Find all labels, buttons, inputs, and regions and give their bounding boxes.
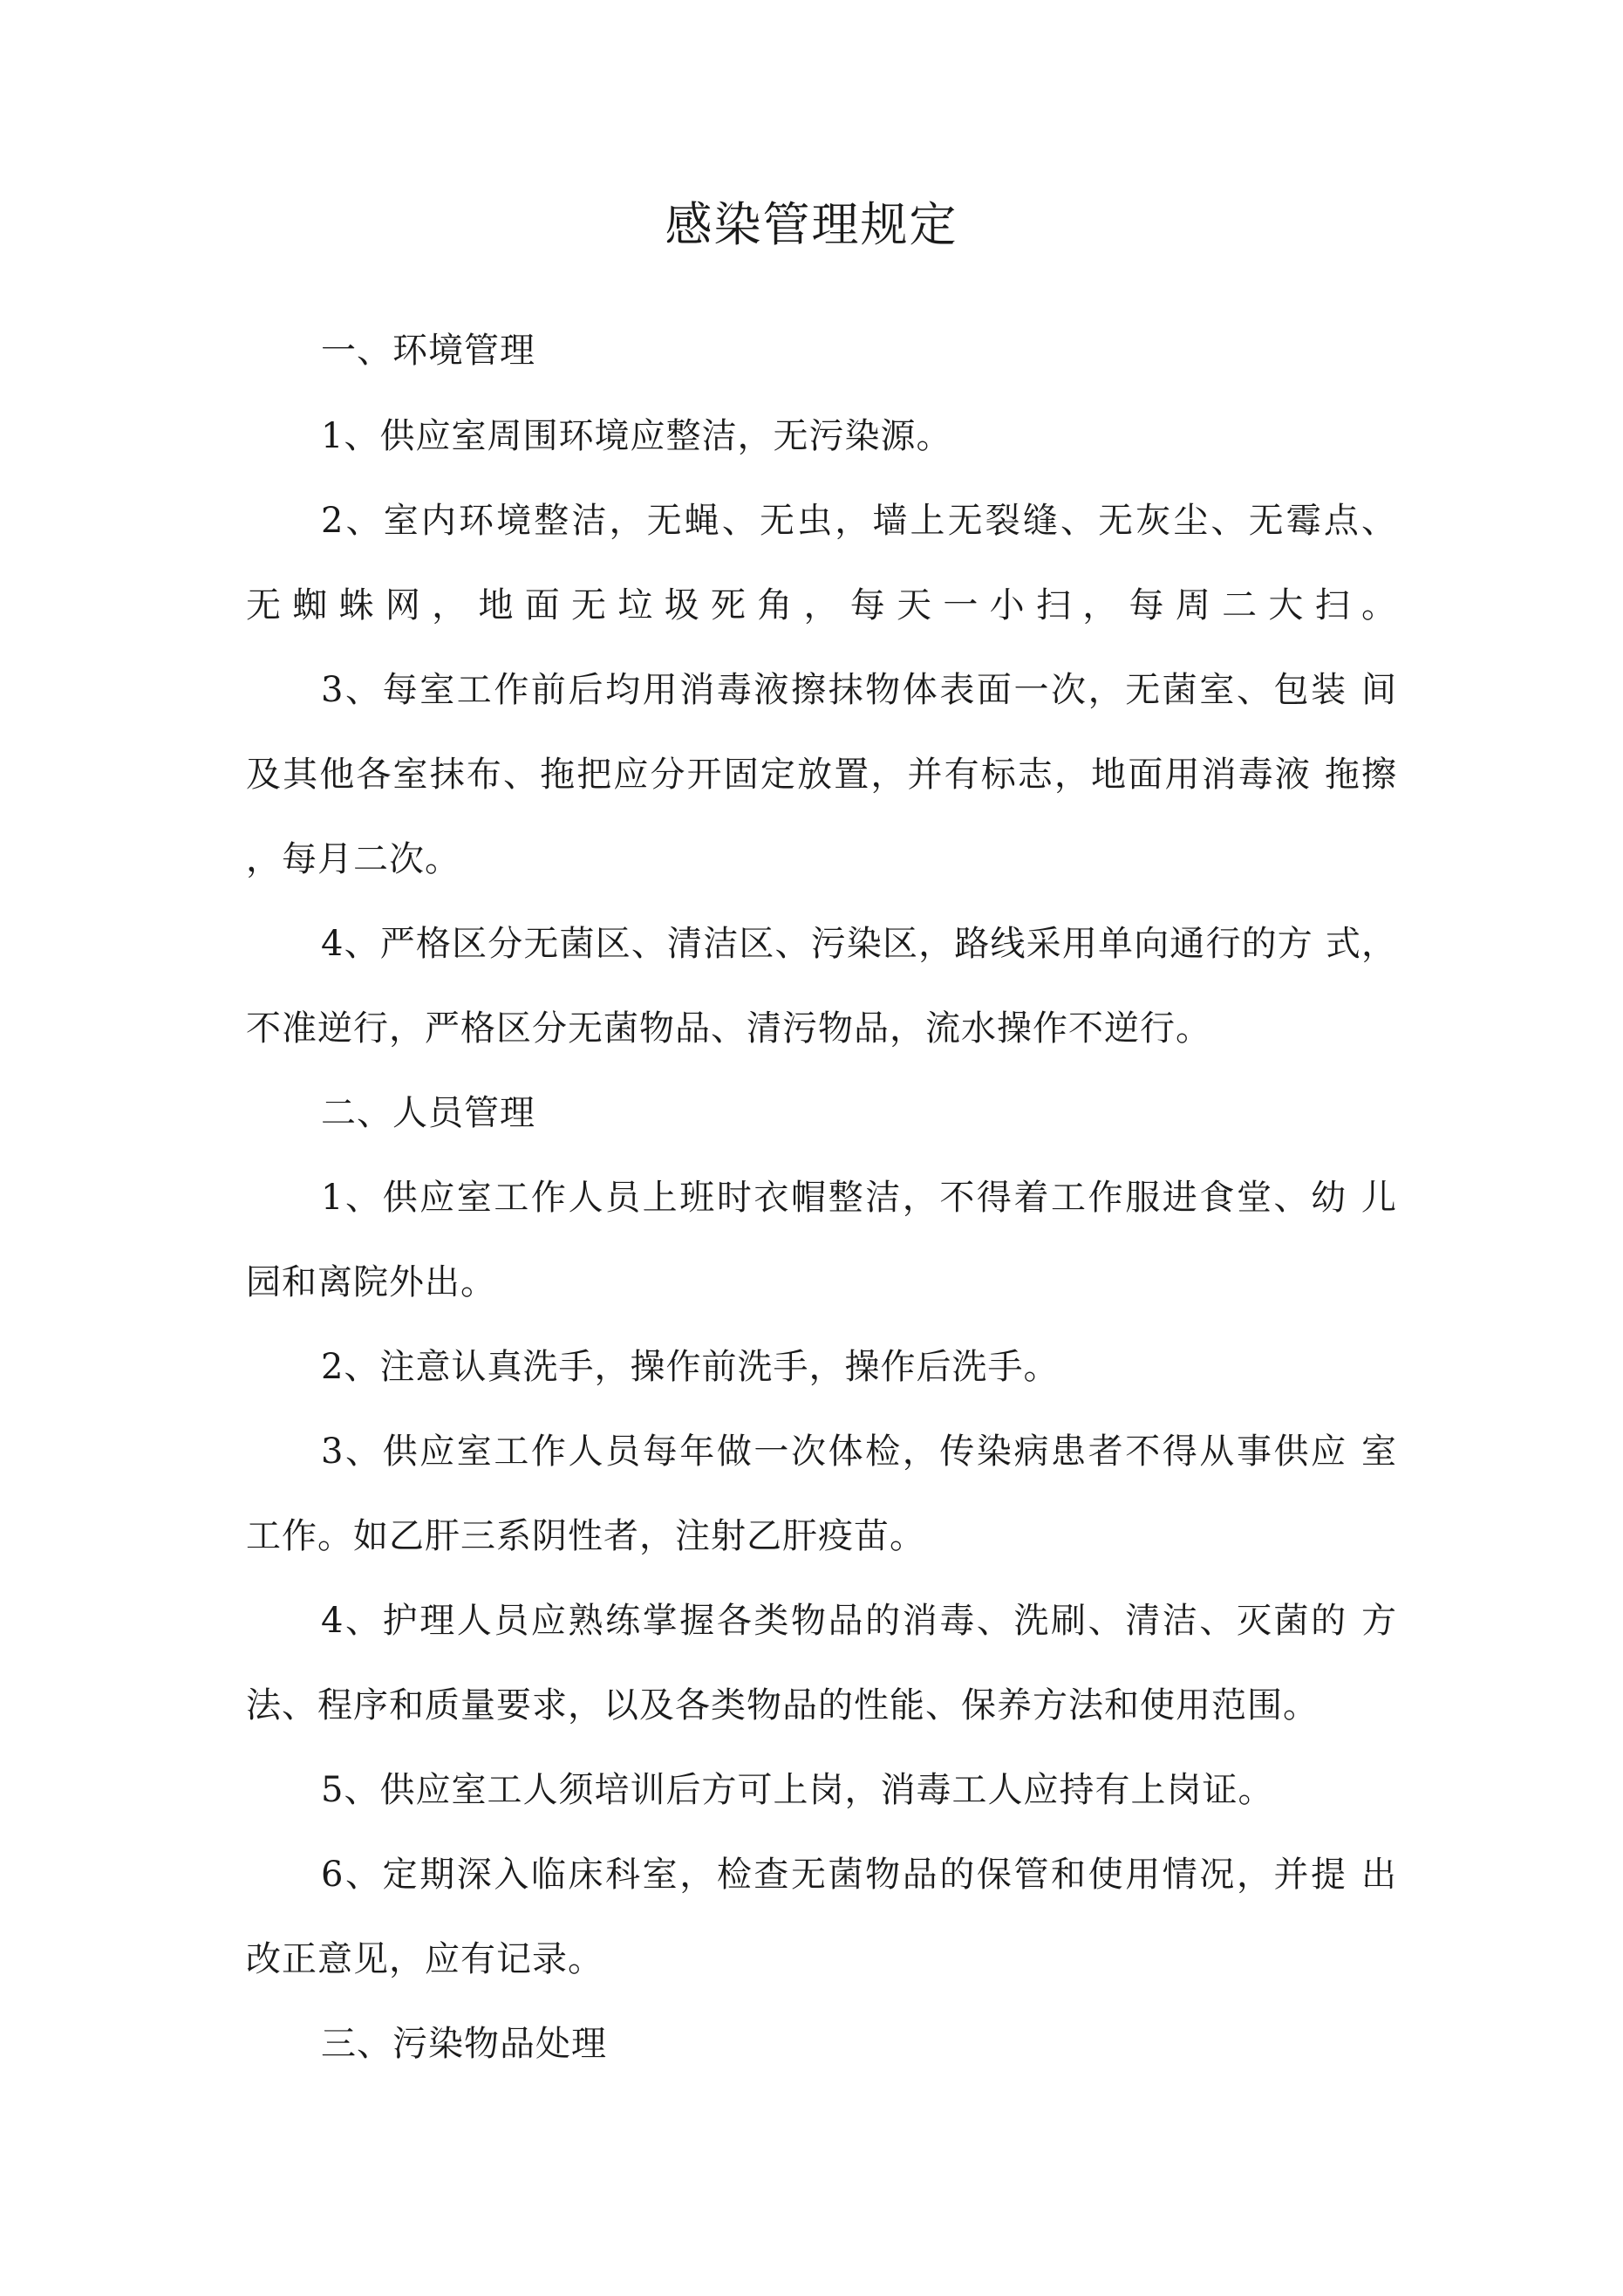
paragraph-line: 1、供应室工作人员上班时衣帽整洁，不得着工作服进食堂、幼 儿 bbox=[321, 1178, 1397, 1218]
paragraph-line: 1、供应室周围环境应整洁，无污染源。 bbox=[321, 416, 952, 456]
paragraph-line: 2、室内环境整洁，无蝇、无虫，墙上无裂缝、无灰尘、无霉点、 bbox=[321, 501, 1397, 541]
paragraph-line: 2、注意认真洗手，操作前洗手，操作后洗手。 bbox=[321, 1347, 1060, 1387]
paragraph-line: 法、程序和质量要求，以及各类物品的性能、保养方法和使用范围。 bbox=[246, 1685, 1319, 1725]
paragraph-line: 不准逆行，严格区分无菌物品、清污物品，流水操作不逆行。 bbox=[246, 1008, 1211, 1049]
document-title: 感染管理规定 bbox=[665, 197, 958, 252]
paragraph-line: 工作。如乙肝三系阴性者，注射乙肝疫苗。 bbox=[246, 1516, 925, 1556]
paragraph-line: 3、供应室工作人员每年做一次体检，传染病患者不得从事供应 室 bbox=[321, 1432, 1397, 1472]
section-heading-personnel: 二、人员管理 bbox=[321, 1093, 535, 1133]
section-heading-contaminated-items: 三、污染物品处理 bbox=[321, 2024, 607, 2064]
paragraph-line: 改正意见，应有记录。 bbox=[246, 1939, 604, 1979]
paragraph-line: 及其他各室抹布、拖把应分开固定放置，并有标志，地面用消毒液 拖擦 bbox=[246, 755, 1397, 795]
paragraph-line: 5、供应室工人须培训后方可上岗，消毒工人应持有上岗证。 bbox=[321, 1770, 1274, 1810]
paragraph-line: ，每月二次。 bbox=[246, 839, 460, 879]
paragraph-line: 园和离院外出。 bbox=[246, 1262, 496, 1302]
section-heading-environment: 一、环境管理 bbox=[321, 331, 535, 371]
paragraph-line: 无蜘蛛网，地面无垃圾死角，每天一小扫，每周二大扫。 bbox=[246, 585, 1397, 625]
paragraph-line: 4、护理人员应熟练掌握各类物品的消毒、洗刷、清洁、灭菌的 方 bbox=[321, 1601, 1397, 1641]
paragraph-line: 3、每室工作前后均用消毒液擦抹物体表面一次，无菌室、包装 间 bbox=[321, 670, 1397, 710]
paragraph-line: 4、严格区分无菌区、清洁区、污染区，路线采用单向通行的方 式， bbox=[321, 924, 1397, 964]
paragraph-line: 6、定期深入临床科室，检查无菌物品的保管和使用情况，并提 出 bbox=[321, 1855, 1397, 1895]
